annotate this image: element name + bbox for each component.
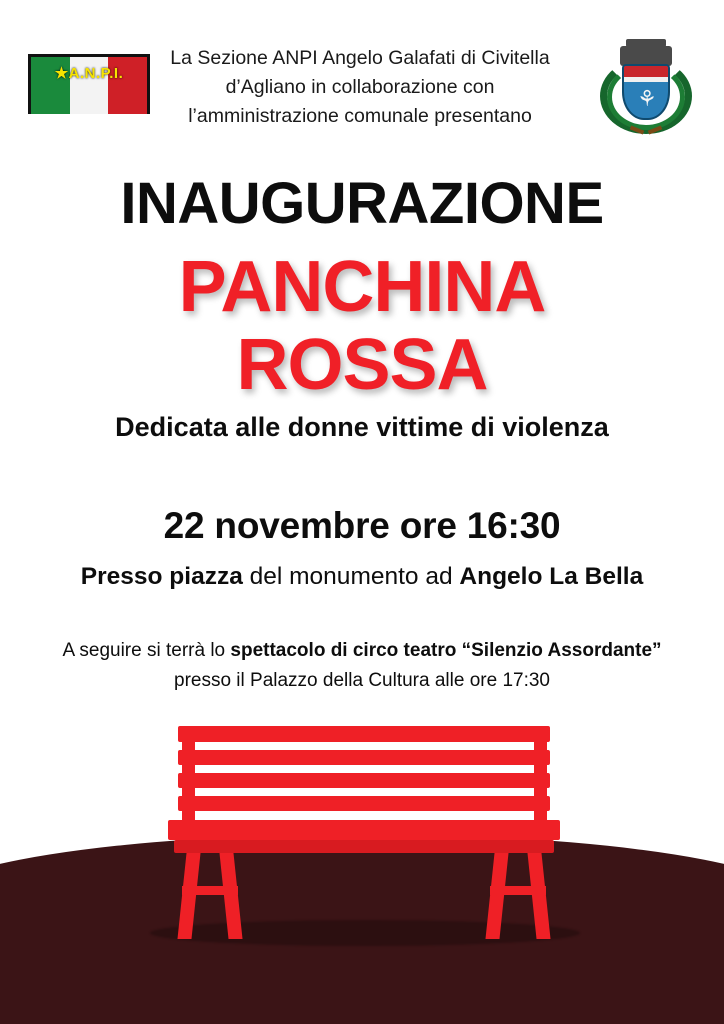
bench-leg-left-front	[177, 853, 200, 939]
horse-charge-icon: ⚘	[637, 86, 657, 111]
comune-crest	[596, 36, 696, 146]
bench-backrest-slat-3	[178, 773, 550, 788]
anpi-logo-text: ★A.N.P.I.	[54, 65, 124, 82]
flag-white-stripe-lower	[70, 91, 109, 114]
shield-red-band	[624, 66, 668, 77]
location-middle: del monumento ad	[242, 563, 460, 590]
headline-red-line2: ROSSA	[236, 325, 488, 405]
followup-text-part1: A seguire si terrà lo	[62, 640, 231, 661]
bench-leg-right-back	[527, 853, 550, 939]
followup-info	[0, 636, 724, 696]
intro-text: La Sezione ANPI Angelo Galafati di Civitella d’Agliano in collaborazione con l’amministrazione comunale presentano	[170, 47, 550, 127]
bench-seat-edge	[174, 840, 554, 853]
shield-white-band	[624, 77, 668, 82]
shield-icon	[622, 64, 670, 120]
headline-red-line1: PANCHINA	[178, 247, 546, 327]
red-bench-illustration	[168, 726, 560, 941]
flag-red-stripe-lower	[108, 91, 147, 114]
bench-leg-left-back	[219, 853, 242, 939]
anpi-lower-stripes	[31, 91, 147, 114]
anpi-logo	[28, 54, 150, 114]
poster-header	[0, 36, 724, 146]
location-suffix: Angelo La Bella	[459, 563, 644, 590]
bench-backrest-slat-2	[178, 750, 550, 765]
location-prefix: Presso piazza	[80, 563, 243, 590]
subtitle: Dedicata alle donne vittime di violenza	[115, 412, 609, 442]
followup-show-title: spettacolo di circo teatro “Silenzio Assordante”	[230, 640, 662, 661]
bench-back-support-right	[534, 726, 547, 822]
bench-backrest-slat-4	[178, 796, 550, 811]
bench-back-support-left	[182, 726, 195, 822]
headline-red	[0, 248, 724, 404]
followup-line-1	[0, 636, 724, 666]
bench-brace-left	[182, 886, 238, 895]
bench-leg-right-front	[485, 853, 508, 939]
bench-brace-right	[490, 886, 546, 895]
event-location	[0, 563, 724, 591]
flag-green-stripe-lower	[31, 91, 70, 114]
followup-line-2: presso il Palazzo della Cultura alle ore 17:30	[174, 670, 550, 691]
bench-backrest-slat-1	[178, 726, 550, 742]
page-title: INAUGURAZIONE	[120, 171, 604, 236]
wreath-stems-icon	[630, 128, 662, 142]
event-date-time: 22 novembre ore 16:30	[163, 505, 561, 546]
mural-crown-icon	[620, 46, 672, 66]
bench-seat	[168, 820, 560, 840]
